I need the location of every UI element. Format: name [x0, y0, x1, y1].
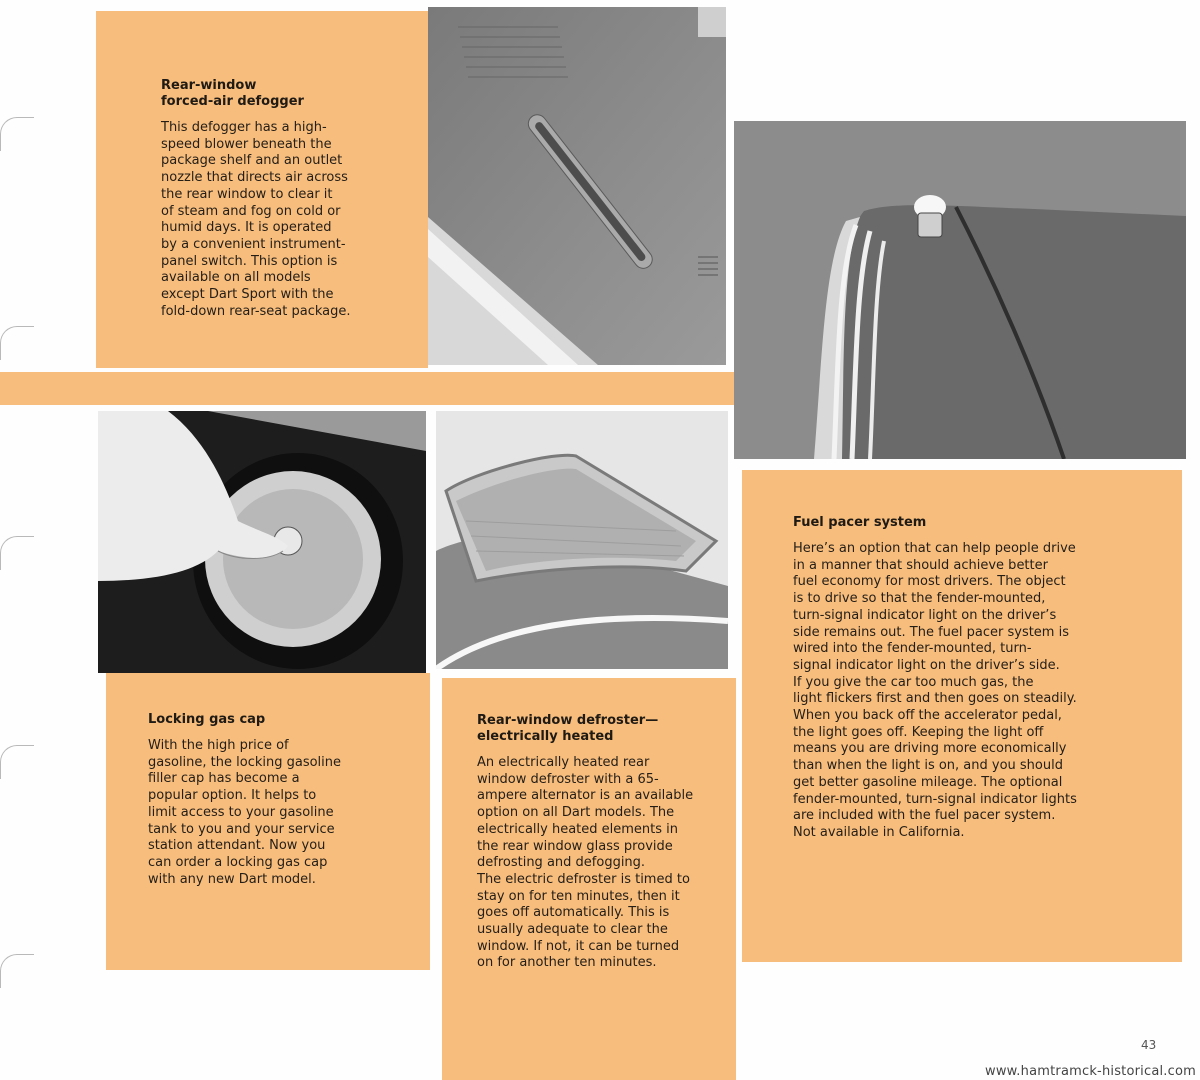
defroster-feature	[477, 713, 735, 972]
divider-band	[0, 372, 736, 405]
page-number: 43	[1141, 1038, 1157, 1052]
binder-hole-icon	[0, 954, 34, 988]
feature-title: Locking gas cap	[148, 712, 266, 727]
defogger-photo	[428, 7, 726, 365]
fuel-pacer-feature	[793, 515, 1173, 842]
watermark: www.hamtramck-historical.com	[985, 1064, 1196, 1079]
defroster-photo	[436, 411, 728, 669]
feature-body: Here’s an option that can help people drive in a manner that should achieve better fuel economy for most drivers. The object is to drive so that the fender-mounted, turn-signal indicator light on the driver’s side remains out. The fuel pacer system is wired into the fender-mounted, turn- signal indicator light on the driver’s side. If you give the car too much gas, the light flickers first and then goes on steadily. When you back off the accelerator pedal, the light goes off. Keeping the light off means you are driving more economically than when the light is on, and you should get better gasoline mileage. The optional fender-mounted, turn-signal indicator lights are included with the fuel pacer system. Not available in California.	[793, 541, 1077, 840]
binder-hole-icon	[0, 536, 34, 570]
defogger-feature	[161, 78, 421, 320]
binder-hole-icon	[0, 326, 34, 360]
feature-body: With the high price of gasoline, the locking gasoline filler cap has become a popular option. It helps to limit access to your gasoline tank to you and your service station attendant. Now you can order a locking gas cap with any new Dart model.	[148, 738, 342, 887]
fuel-pacer-photo	[734, 121, 1186, 459]
feature-body: An electrically heated rear window defroster with a 65- ampere alternator is an available option on all Dart models. The electrically heated elements in the rear window glass provide defrosting and defogging. The electric defroster is timed to stay on for ten minutes, then it goes off automatically. This is usually adequate to clear the window. If not, it can be turned on for another ten minutes.	[477, 755, 694, 971]
feature-title: Fuel pacer system	[793, 515, 927, 530]
binder-hole-icon	[0, 745, 34, 779]
feature-title: Rear-window defroster— electrically heated	[477, 713, 659, 744]
gas-cap-feature	[148, 712, 418, 888]
feature-title: Rear-window forced-air defogger	[161, 78, 304, 109]
gas-cap-photo	[98, 411, 426, 673]
feature-body: This defogger has a high- speed blower beneath the package shelf and an outlet nozzle that directs air across the rear window to clear it of steam and fog on cold or humid days. It is operated by a convenient instrument- panel switch. This option is available on all models except Dart Sport with the fold-down rear-seat package.	[161, 120, 351, 319]
binder-hole-icon	[0, 117, 34, 151]
